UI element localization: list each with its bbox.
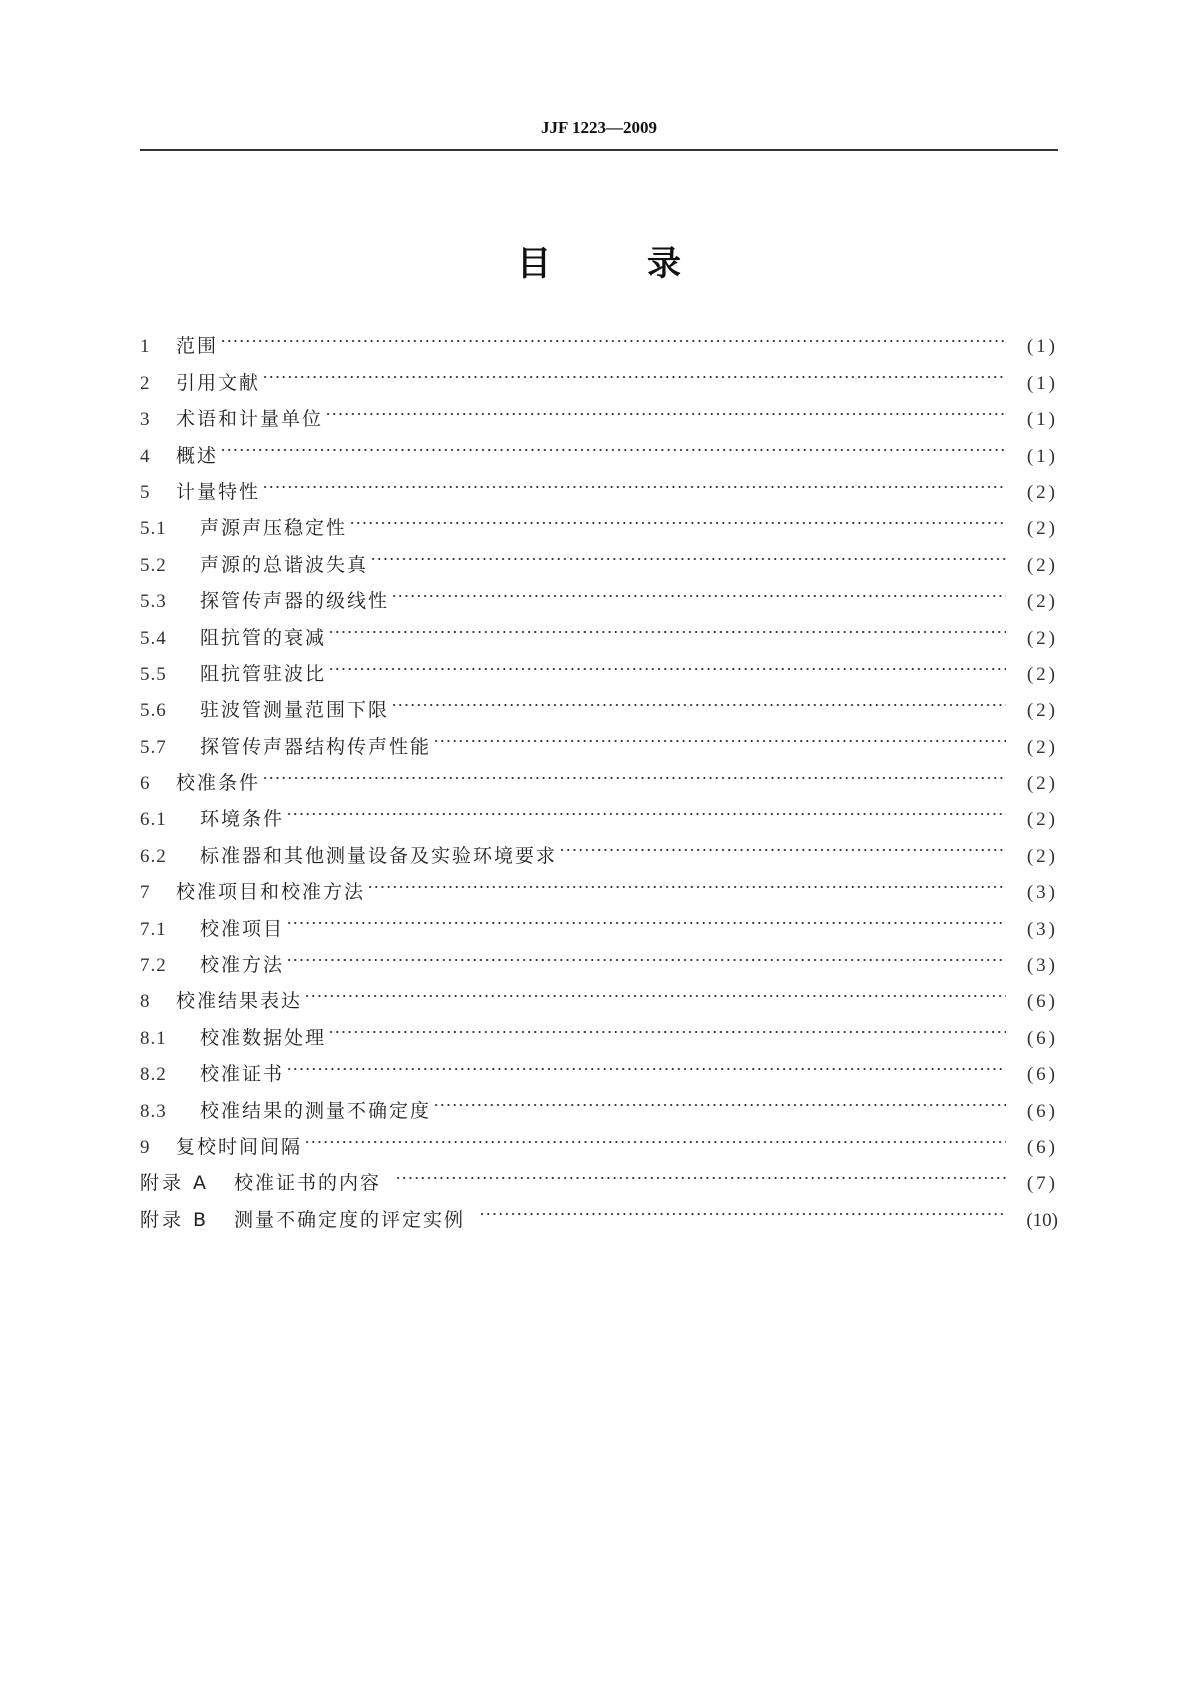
- toc-entry-page: (2): [1026, 845, 1058, 867]
- toc-entry-label: 环境条件: [200, 808, 285, 831]
- toc-title-char-2: 录: [647, 244, 681, 284]
- toc-entry-label: 驻波管测量范围下限: [200, 699, 390, 722]
- toc-entry-page: (3): [1026, 882, 1058, 904]
- toc-entry-page: (10): [1026, 1209, 1058, 1231]
- toc-entry-number: 7.1: [140, 918, 167, 940]
- toc-entry-4[interactable]: [140, 425, 1058, 467]
- toc-entry-label: 术语和计量单位: [176, 408, 324, 431]
- dot-leader: [328, 607, 1006, 643]
- toc-entry-6-1[interactable]: [140, 789, 1058, 831]
- dot-leader: [286, 935, 1006, 971]
- toc-entry-page: (2): [1026, 481, 1058, 503]
- toc-entry-number: 附录 A: [140, 1172, 210, 1195]
- toc-entry-label: 校准条件: [176, 772, 261, 795]
- toc-entry-3[interactable]: [140, 389, 1058, 431]
- toc-entry-5-1[interactable]: [140, 498, 1058, 540]
- dot-leader: [328, 644, 1006, 680]
- dot-leader: [367, 862, 1006, 898]
- dot-leader: [349, 498, 1006, 534]
- dot-leader: [391, 571, 1006, 607]
- document-code-header: JJF 1223—2009: [540, 118, 657, 137]
- dot-leader: [286, 898, 1006, 934]
- toc-entry-number: 附录 B: [140, 1208, 210, 1231]
- toc-entry-number: 8.2: [140, 1064, 167, 1086]
- toc-entry-number: 7.2: [140, 955, 167, 977]
- toc-entry-page: (2): [1026, 554, 1058, 576]
- dot-leader: [262, 352, 1006, 388]
- toc-entry-page: (1): [1026, 336, 1058, 358]
- toc-entry-page: (1): [1026, 372, 1058, 394]
- toc-entry-page: (2): [1026, 773, 1058, 795]
- toc-entry-number: 6.1: [140, 809, 167, 831]
- toc-entry-label: 校准证书的内容: [234, 1172, 382, 1195]
- dot-leader: [262, 462, 1006, 498]
- dot-leader: [286, 789, 1006, 825]
- toc-entry-page: (2): [1026, 736, 1058, 758]
- toc-entry-number: 5.2: [140, 554, 167, 576]
- toc-entry-label: 范围: [176, 335, 219, 358]
- toc-entry-number: 4: [140, 445, 151, 467]
- toc-entry-number: 5.7: [140, 736, 167, 758]
- toc-entry-number: 5.4: [140, 627, 167, 649]
- toc-entry-label: 声源声压稳定性: [200, 517, 348, 540]
- dot-leader: [220, 316, 1006, 352]
- toc-entry-2[interactable]: [140, 352, 1058, 394]
- toc-entry-number: 5: [140, 481, 151, 503]
- toc-entry-number: 2: [140, 372, 151, 394]
- toc-entry-page: (2): [1026, 518, 1058, 540]
- toc-list: [140, 316, 1058, 1231]
- toc-entry-number: 8: [140, 991, 151, 1013]
- toc-entry-number: 5.3: [140, 591, 167, 613]
- dot-leader: [370, 534, 1006, 570]
- toc-entry-1[interactable]: [140, 316, 1058, 358]
- dot-leader: [391, 680, 1006, 716]
- toc-entry-label: 计量特性: [176, 480, 261, 503]
- dot-leader: [304, 971, 1006, 1007]
- toc-entry-page: (6): [1026, 1027, 1058, 1049]
- dot-leader: [304, 1117, 1006, 1153]
- toc-entry-label: 校准项目: [200, 917, 285, 940]
- toc-entry-page: (2): [1026, 591, 1058, 613]
- dot-leader: [479, 1189, 1006, 1225]
- dot-leader: [325, 389, 1006, 425]
- header-divider: [140, 149, 1058, 151]
- toc-entry-page: (3): [1026, 918, 1058, 940]
- toc-entry-page: (6): [1026, 991, 1058, 1013]
- toc-entry-number: 5.6: [140, 700, 167, 722]
- toc-entry-label: 校准数据处理: [200, 1026, 327, 1049]
- toc-entry-label: 校准证书: [200, 1063, 285, 1086]
- toc-entry-page: (6): [1026, 1100, 1058, 1122]
- toc-entry-number: 5.1: [140, 518, 167, 540]
- dot-leader: [328, 1007, 1006, 1043]
- dot-leader: [395, 1153, 1006, 1189]
- toc-entry-label: 概述: [176, 444, 219, 467]
- toc-title: [140, 236, 1058, 285]
- toc-entry-number: 3: [140, 409, 151, 431]
- toc-entry-label: 阻抗管的衰减: [200, 626, 327, 649]
- toc-entry-label: 引用文献: [176, 371, 261, 394]
- toc-entry-number: 1: [140, 336, 151, 358]
- toc-entry-page: (2): [1026, 663, 1058, 685]
- toc-entry-number: 6.2: [140, 845, 167, 867]
- toc-entry-number: 8.1: [140, 1027, 167, 1049]
- toc-entry-5[interactable]: [140, 462, 1058, 503]
- toc-entry-label: 探管传声器的级线性: [200, 590, 390, 613]
- toc-entry-label: 声源的总谐波失真: [200, 553, 369, 576]
- dot-leader: [433, 1080, 1006, 1116]
- toc-entry-number: 6: [140, 773, 151, 795]
- toc-entry-page: (6): [1026, 1064, 1058, 1086]
- dot-leader: [262, 753, 1006, 789]
- toc-entry-label: 探管传声器结构传声性能: [200, 735, 432, 758]
- toc-entry-page: (7): [1026, 1173, 1058, 1195]
- toc-entry-label: 校准结果的测量不确定度: [200, 1099, 432, 1122]
- toc-entry-page: (1): [1026, 409, 1058, 431]
- toc-entry-page: (3): [1026, 955, 1058, 977]
- dot-leader: [220, 425, 1006, 461]
- toc-entry-page: (2): [1026, 627, 1058, 649]
- toc-entry-label: 阻抗管驻波比: [200, 662, 327, 685]
- toc-entry-page: (1): [1026, 445, 1058, 467]
- dot-leader: [433, 716, 1006, 752]
- dot-leader: [559, 825, 1006, 861]
- toc-entry-number: 7: [140, 882, 151, 904]
- toc-title-char-1: 目: [517, 244, 551, 284]
- toc-entry-page: (6): [1026, 1136, 1058, 1158]
- dot-leader: [286, 1044, 1006, 1080]
- toc-entry-label: 复校时间间隔: [176, 1135, 303, 1158]
- toc-entry-label: 校准项目和校准方法: [176, 881, 366, 904]
- toc-entry-number: 8.3: [140, 1100, 167, 1122]
- toc-entry-label: 测量不确定度的评定实例: [234, 1208, 466, 1231]
- toc-entry-6[interactable]: [140, 753, 1058, 795]
- toc-entry-page: (2): [1026, 809, 1058, 831]
- toc-entry-label: 校准结果表达: [176, 990, 303, 1013]
- toc-entry-label: 标准器和其他测量设备及实验环境要求: [200, 844, 558, 867]
- toc-entry-number: 9: [140, 1136, 151, 1158]
- toc-entry-page: (2): [1026, 700, 1058, 722]
- toc-entry-label: 校准方法: [200, 954, 285, 977]
- toc-entry-number: 5.5: [140, 663, 167, 685]
